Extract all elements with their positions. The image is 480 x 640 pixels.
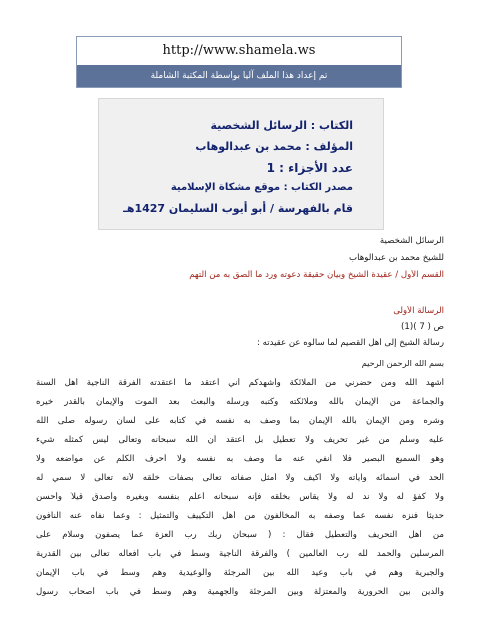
parts-count: عدد الأجزاء : 1 — [266, 161, 353, 175]
body-line: أشهد الله ومن حضرني من الملائكة وأشهدكم أني أعتقد ما اعتقدته الفرقة الناجية أهل السنة — [36, 378, 444, 388]
header-banner — [76, 36, 402, 88]
body-line: وهو السميع البصير فلا أنفي عنه ما وصف به نفسه ولا أحرف الكلم عن مواضعه ولا — [36, 454, 444, 464]
body-line: وشره ومن الإيمان بالله الإيمان بما وصف به نفسه في كتابه على لسان رسوله صلى الله — [36, 416, 444, 426]
body-line: للشيخ محمد بن عبدالوهاب — [349, 253, 444, 263]
basmala: بسم الله الرحمن الرحيم — [361, 358, 444, 368]
body-line: ولا كفؤ له ولا ند له ولا يقاس بخلقه فإنه سبحانه أعلم بنفسه وبغيره وأصدق قيلاً وأحسن — [36, 492, 444, 502]
body-line: والجبرية وهم في باب وعيد الله بين المرجئة والوعيدية وهم وسط في باب الإيمان — [36, 568, 444, 578]
book-title: الكتاب : الرسائل الشخصية — [210, 119, 353, 132]
body-line: المرسلين والحمد لله رب العالمين ) والفرقة الناجية وسط في باب أفعاله تعالى بين القدرية — [36, 549, 444, 559]
indexer: قام بالفهرسة / أبو أيوب السليمان 1427هـ — [123, 202, 353, 215]
body-line: من أهل التحريف والتعطيل فقال : ( سبحان ربك رب العزة عما يصفون وسلام على — [36, 530, 444, 540]
body-line: الرسائل الشخصية — [379, 236, 444, 246]
body-line: والدين بين الحرورية والمعتزلة وبين المرجئة والجهمية وهم وسط في باب أصحاب رسول — [36, 587, 444, 597]
book-author: المؤلف : محمد بن عبدالوهاب — [195, 140, 353, 153]
body-line: رسالة الشيخ إلى أهل القصيم لما سألوه عن عقيدته : — [256, 338, 444, 348]
letter-heading: الرسالة الأولى — [393, 306, 444, 316]
body-line: عليه وسلم من غير تحريف ولا تعطيل بل أعتقد أن الله سبحانه وتعالى ليس كمثله شيء — [36, 435, 444, 445]
body-line: والجماعة من الإيمان بالله وملائكته وكتبه ورسله والبعث بعد الموت والإيمان بالقدر خيره — [36, 397, 444, 407]
section-heading: القسم الأول / عقيدة الشيخ وبيان حقيقة دعوته ورد ما ألصق به من التهم — [189, 270, 444, 280]
book-info-box — [98, 98, 384, 230]
library-note: تم إعداد هذا الملف آليا بواسطة المكتبة الشاملة — [77, 65, 401, 87]
body-line: ألحد في أسمائه وآياته ولا أكيف ولا أمثل صفاته تعالى بصفات خلقه لأنه تعالى لا سمي له — [36, 473, 444, 483]
body-line: حديثاً فنزه نفسه عما وصفه به المخالفون من أهل التكييف والتمثيل : وعما نفاه عنه النافون — [36, 511, 444, 521]
book-source: مصدر الكتاب : موقع مشكاة الإسلامية — [170, 182, 353, 193]
page-ref: ص ( 7 )(1) — [401, 322, 444, 332]
website-url[interactable]: http://www.shamela.ws — [162, 43, 316, 58]
